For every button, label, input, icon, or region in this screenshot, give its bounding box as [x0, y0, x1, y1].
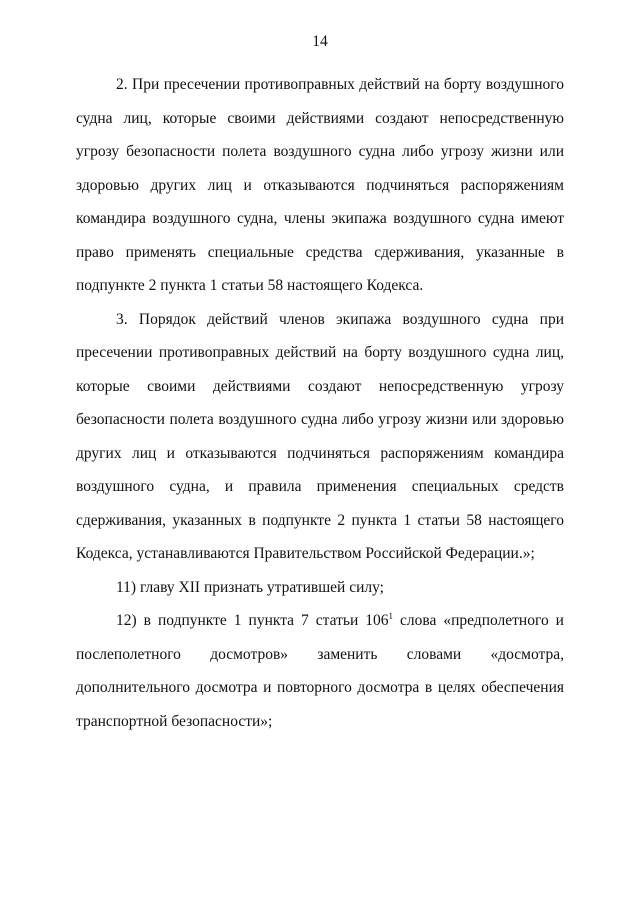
paragraph-clause-3: 3. Порядок действий членов экипажа воздушного судна при пресечении противоправных действий на борту воздушного судна лиц, которые своими действиями создают непосредственную угрозу безопасности полета воздушного судна либо угрозу жизни или здоровью других лиц и отказываются подчиняться распоряжениям командира воздушного судна, и правила применения специальных средств сдерживания, указанных в подпункте 2 пункта 1 статьи 58 настоящего Кодекса, устанавливаются Правительством Российской Федерации.»;	[76, 310, 564, 562]
superscript-article-index: 1	[388, 611, 393, 621]
page-number: 14	[312, 33, 328, 50]
paragraph-item-12-text-start: 12) в подпункте 1 пункта 7 статьи 106	[116, 612, 389, 629]
paragraph-item-12-text-end: слова «предполетного и послеполетного досмотров» заменить словами «досмотра, дополнительного досмотра и повторного досмотра в целях обеспечения транспортной безопасности»;	[76, 612, 564, 730]
paragraph-item-11: 11) главу XII признать утратившей силу;	[116, 578, 384, 596]
document-body	[76, 68, 564, 738]
paragraph-item-12	[76, 604, 564, 738]
paragraph-clause-2: 2. При пресечении противоправных действий на борту воздушного судна лиц, которые своими действиями создают непосредственную угрозу безопасности полета воздушного судна либо угрозу жизни или здоровью других лиц и отказываются подчиняться распоряжениям командира воздушного судна, члены экипажа воздушного судна имеют право применять специальные средства сдерживания, указанные в подпункте 2 пункта 1 статьи 58 настоящего Кодекса.	[76, 76, 564, 294]
